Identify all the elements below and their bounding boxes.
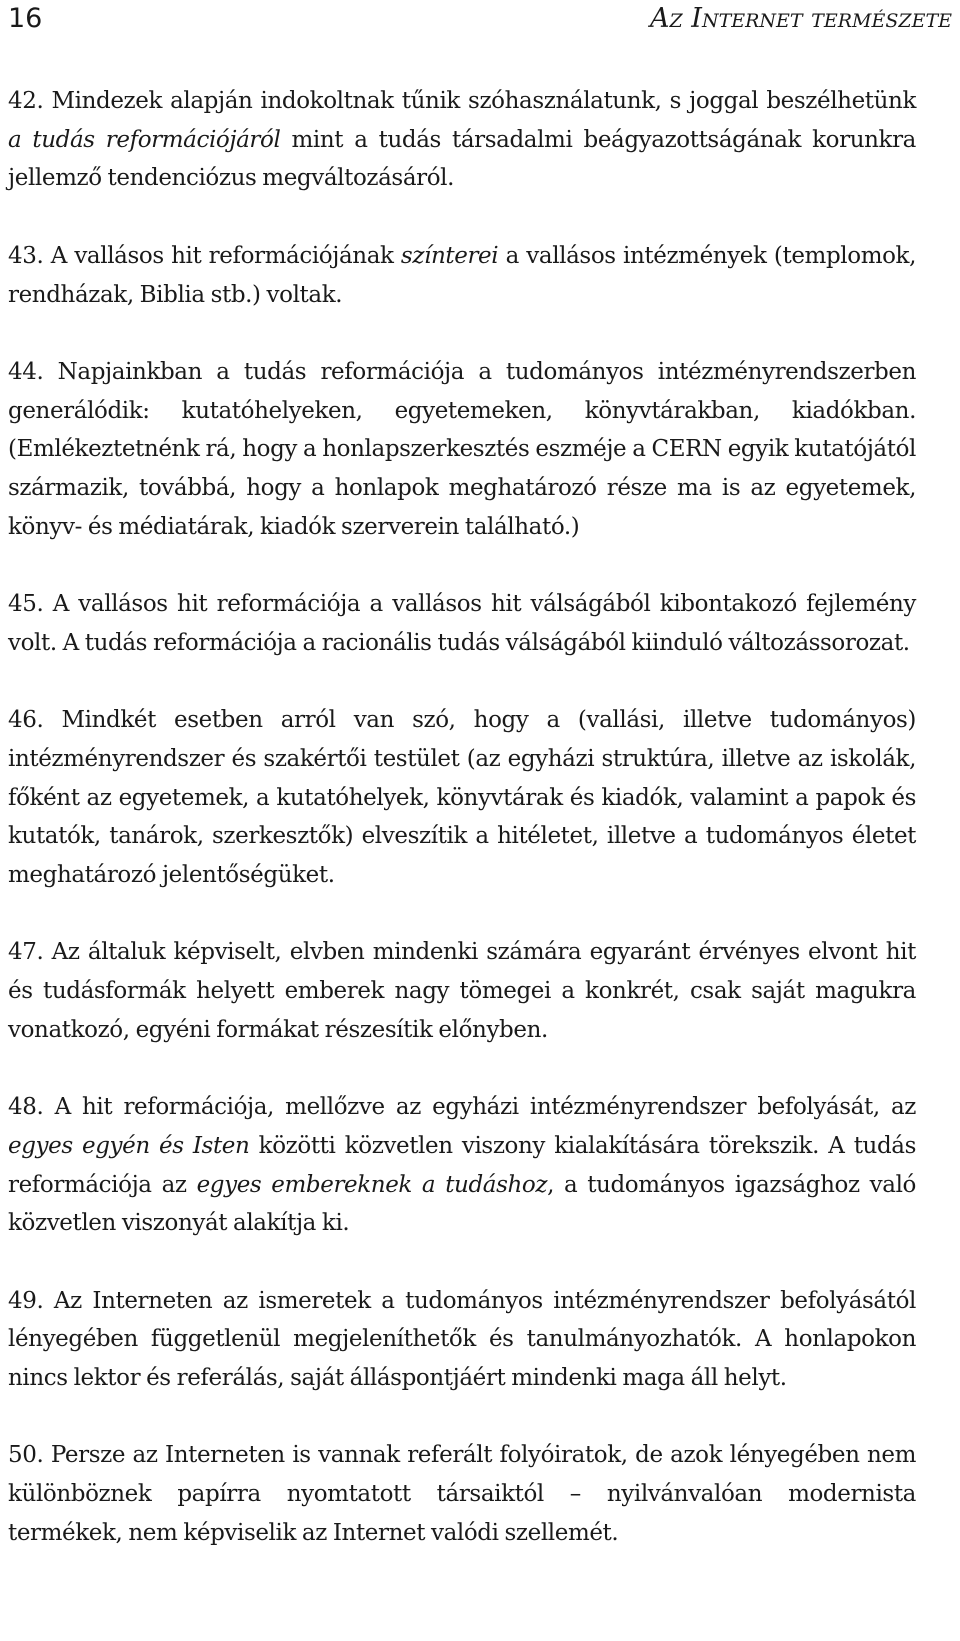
paragraph-number: 47. — [8, 939, 44, 966]
page-header — [8, 0, 952, 36]
numbered-paragraph — [8, 353, 916, 547]
paragraph-number: 42. — [8, 88, 44, 114]
emphasized-text: a tudás reformációjáról — [8, 126, 281, 153]
paragraph-text: a vallásos intézmények (templomok, rendházak, Biblia stb.) voltak. — [8, 242, 916, 308]
numbered-paragraph — [8, 1088, 916, 1243]
running-title: Az Internet természete — [650, 2, 952, 34]
paragraph-text: Az általuk képviselt, elvben mindenki számára egyaránt érvényes elvont hit és tudásformák helyett emberek nagy tömegei a konkrét, csak saját magukra vonatkozó, egyéni formákat részesítik előnyben. — [8, 939, 916, 1043]
paragraph-text: A vallásos hit reformációja a vallásos hit válságából kibontakozó fejlemény volt. A tudás reformációja a racionális tudás válságából kiinduló változássorozat. — [8, 591, 916, 656]
paragraph-text: Az Interneten az ismeretek a tudományos intézményrendszer befolyásától lényegében függetlenül megjeleníthetők és tanulmányozhatók. A honlapokon nincs lektor és referálás, saját álláspontjáért mindenki maga áll helyt. — [8, 1287, 916, 1392]
numbered-paragraph — [8, 933, 916, 1049]
paragraph-text: A hit reformációja, mellőzve az egyházi intézményrendszer befolyását, az — [43, 1094, 916, 1121]
paragraph-number: 49. — [8, 1287, 44, 1314]
paragraph-text: Napjainkban a tudás reformációja a tudományos intézményrendszerben generálódik: kutatóhelyeken, egyetemeken, könyvtárakban, kiadókban. (Emlékeztetnénk rá, hogy a honlapszerkesztés eszméje a CERN egyik kutatójától származik, továbbá, hogy a honlapok meghatározó része ma is az egyetemek, könyv- és médiatárak, kiadók szerverein található.) — [8, 358, 916, 540]
numbered-paragraph — [8, 237, 916, 314]
numbered-paragraph — [8, 585, 916, 662]
paragraph-number: 46. — [8, 707, 44, 734]
paragraph-text: Mindezek alapján indokoltnak tűnik szóhasználatunk, s joggal beszélhetünk — [43, 88, 916, 114]
numbered-paragraph — [8, 701, 916, 895]
emphasized-text: egyes embereknek a tudáshoz — [196, 1171, 548, 1198]
paragraph-number: 43. — [8, 242, 44, 269]
paragraph-text: Mindkét esetben arról van szó, hogy a (vallási, illetve tudományos) intézményrendszer és szakértői testület (az egyházi struktúra, illetve az iskolák, főként az egyetemek, a kutatóhelyek, könyvtárak és kiadók, valamint a papok és kutatók, tanárok, szerkesztők) elveszítik a hitéletet, illetve a tudományos életet meghatározó jelentőségüket. — [8, 707, 916, 888]
emphasized-text: egyes egyén és Isten — [8, 1132, 250, 1159]
page-body — [8, 82, 916, 1553]
paragraph-text: Persze az Interneten is vannak referált folyóiratok, de azok lényegében nem különböznek papírra nyomtatott társaiktól – nyilvánvalóan modernista termékek, nem képviselik az Internet valódi szellemét. — [8, 1442, 916, 1546]
paragraph-number: 45. — [8, 591, 44, 618]
paragraph-text: A vallásos hit reformációjának — [43, 242, 401, 269]
paragraph-text: közötti közvetlen viszony kialakítására törekszik. A tudás reformációja az — [8, 1132, 917, 1198]
numbered-paragraph — [8, 82, 916, 198]
numbered-paragraph — [8, 1436, 916, 1552]
paragraph-number: 44. — [8, 358, 44, 385]
emphasized-text: színterei — [400, 242, 499, 269]
paragraph-text: , a tudományos igazsághoz való közvetlen viszonyát alakítja ki. — [8, 1171, 916, 1237]
paragraph-number: 50. — [8, 1442, 44, 1469]
paragraph-text: mint a tudás társadalmi beágyazottságának korunkra jellemző tendenciózus megváltozásáról. — [8, 126, 916, 192]
numbered-paragraph — [8, 1282, 916, 1398]
paragraph-number: 48. — [8, 1094, 44, 1121]
page-number: 16 — [8, 2, 43, 34]
